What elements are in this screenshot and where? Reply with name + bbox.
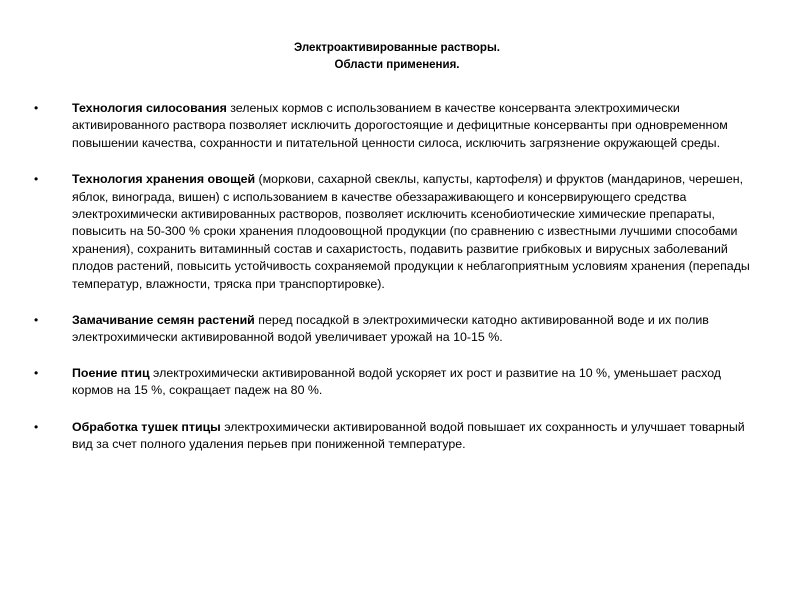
title-line-1: Электроактивированные растворы.	[294, 42, 500, 54]
application-list	[34, 100, 754, 473]
list-item-vegetable-storage	[34, 171, 754, 293]
item-heading: Замачивание семян растений	[72, 313, 255, 328]
bullet-icon: •	[34, 419, 39, 434]
list-item-bird-watering	[34, 365, 754, 400]
item-heading: Технология хранения овощей	[72, 172, 256, 187]
item-heading: Технология силосования	[72, 101, 227, 115]
list-item-carcass-processing	[34, 419, 754, 454]
item-heading: Обработка тушек птицы	[72, 419, 221, 434]
item-text: зеленых кормов с использованием в качестве консерванта электрохимически активированного раствора позволяет исключить дорогостоящие и дефицитные консерванты при одновременном повышении качества, сохранности и питательной ценности силоса, исключить загрязнение окружающей среды.	[72, 101, 728, 150]
list-item-seed-soaking	[34, 312, 754, 347]
page-title	[0, 40, 794, 74]
item-text: перед посадкой в электрохимически катодно активированной воде и их полив электрохимически активированной водой увеличивает урожай на 10-15 %.	[72, 313, 709, 345]
bullet-icon: •	[34, 101, 39, 115]
item-text: электрохимически активированной водой повышает их сохранность и улучшает товарный вид за счет полного удаления перьев при пониженной температуре.	[72, 419, 745, 452]
item-text: (моркови, сахарной свеклы, капусты, картофеля) и фруктов (мандаринов, черешен, яблок, винограда, вишен) с использованием в качестве обеззараживающего и консервирующего средства электрохимически активированных растворов, позволяет исключить ксенобиотические химические препараты, повысить на 50-300 % сроки хранения плодоовощной продукции (по сравнению с известными лучшими способами хранения), сохранить витаминный состав и сахаристость, подавить развитие грибковых и вирусных заболеваний плодов растений, повысить устойчивость сохраняемой продукции к неблагоприятным условиям хранения (перепады температур, влажности, тряска при транспортировке).	[72, 172, 750, 291]
title-line-2: Области применения.	[334, 59, 460, 71]
list-item-silage	[34, 100, 754, 152]
item-text: электрохимически активированной водой ускоряет их рост и развитие на 10 %, уменьшает расход кормов на 15 %, сокращает падеж на 80 %.	[72, 365, 722, 398]
bullet-icon: •	[34, 365, 39, 380]
item-heading: Поение птиц	[72, 365, 150, 380]
bullet-icon: •	[34, 172, 39, 187]
bullet-icon: •	[34, 313, 39, 328]
